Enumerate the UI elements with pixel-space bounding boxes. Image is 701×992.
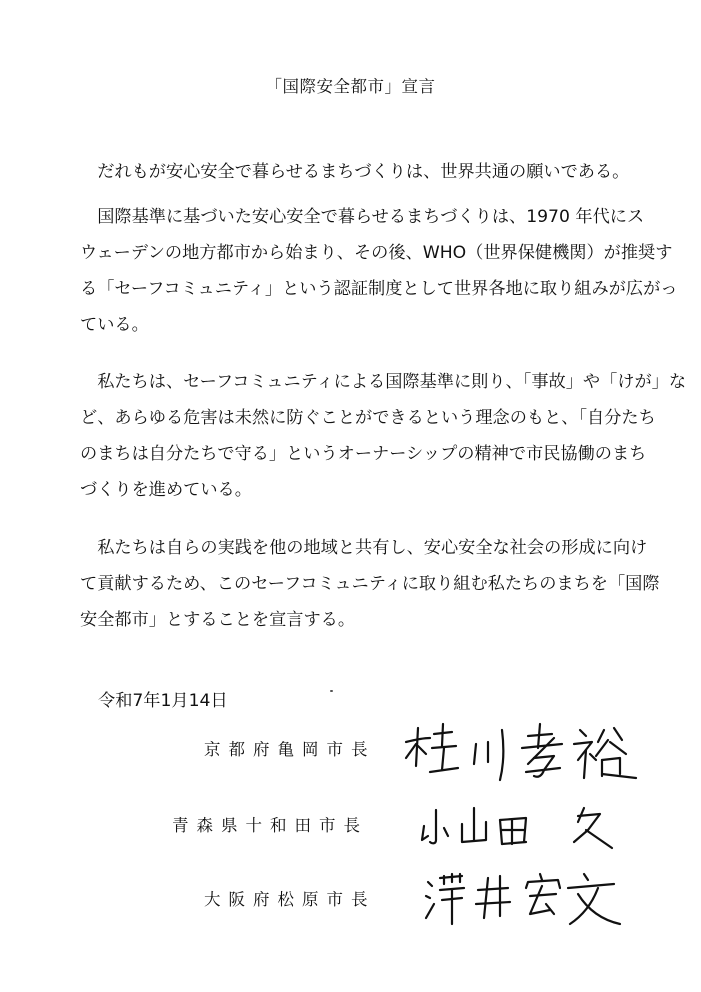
paragraph-4 (80, 530, 660, 638)
signatory-row-towada (0, 798, 701, 858)
declaration-date: 令和7年1月14日 (98, 691, 228, 711)
paragraph-line: ウェーデンの地方都市から始まり、その後、WHO（世界保健機関）が推奨す (80, 243, 673, 263)
handwritten-signature-kameoka (400, 720, 640, 786)
paragraph-1 (80, 154, 630, 190)
handwritten-signature-matsubara (422, 868, 622, 934)
paragraph-line: のまちは自分たちで守る」というオーナーシップの精神で市民協働のまち (80, 444, 647, 464)
signatory-title: 京都府亀岡市長 (204, 740, 376, 759)
signatory-row-matsubara (0, 872, 701, 932)
document-title: 「国際安全都市」宣言 (265, 77, 436, 96)
paragraph-line: づくりを進めている。 (80, 480, 252, 500)
paragraph-line: ど、あらゆる危害は未然に防ぐことができるという理念のもと、「自分たち (80, 408, 656, 428)
paragraph-line: ている。 (80, 315, 149, 335)
scan-speck (330, 690, 333, 692)
paragraph-line: 私たちは、セーフコミュニティによる国際基準に則り、「事故」や「けが」な (80, 372, 687, 392)
paragraph-line: 国際基準に基づいた安心安全で暮らせるまちづくりは、1970 年代にス (80, 207, 645, 227)
paragraph-line: る「セーフコミュニティ」という認証制度として世界各地に取り組みが広がっ (80, 279, 678, 299)
signatory-title: 大阪府松原市長 (204, 890, 376, 909)
paragraph-line: 安全都市」とすることを宣言する。 (80, 610, 356, 630)
paragraph-line: 私たちは自らの実践を他の地域と共有し、安心安全な社会の形成に向け (80, 538, 648, 558)
paragraph-3 (80, 364, 687, 508)
signatory-row-kameoka (0, 722, 701, 782)
paragraph-line: て貢献するため、このセーフコミュニティに取り組む私たちのまちを「国際 (80, 574, 660, 594)
paragraph-2 (80, 199, 678, 343)
handwritten-signature-towada (418, 800, 638, 856)
signatory-title: 青森県十和田市長 (172, 816, 368, 835)
paragraph-line: だれもが安心安全で暮らせるまちづくりは、世界共通の願いである。 (80, 162, 630, 182)
